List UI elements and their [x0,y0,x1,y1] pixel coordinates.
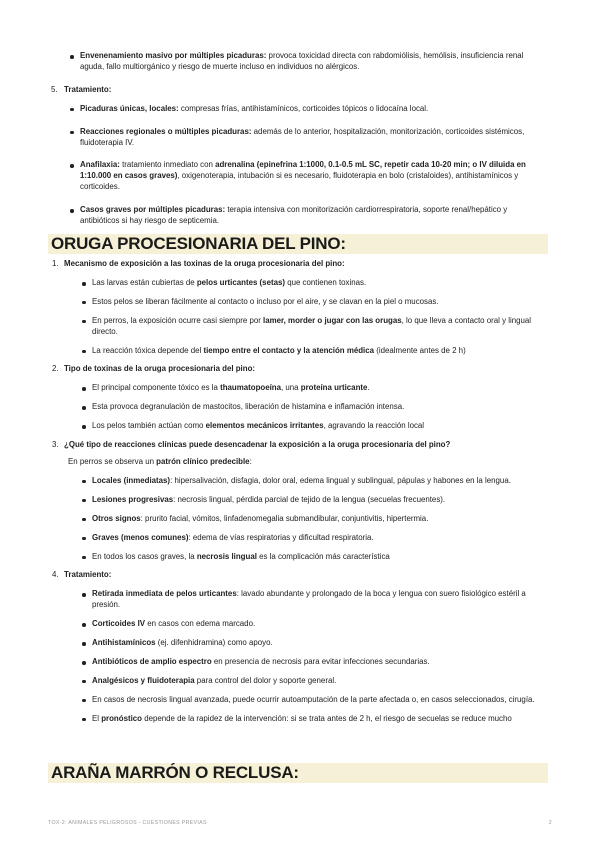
list-item [80,495,548,506]
t: para control del dolor y soporte general. [194,675,337,685]
t: (idealmente antes de 2 h) [374,345,466,355]
t: Estos pelos se liberan fácilmente al contacto o incluso por el aire, y se clavan en la piel o mucosas. [92,296,439,306]
t: : edema de vías respiratorias y dificultad respiratoria. [188,532,374,542]
item-number: 5. [51,84,58,94]
t: En perros se observa un [68,456,157,466]
sub-list [80,278,548,357]
t: Retirada inmediata de pelos urticantes [92,589,237,599]
list-item [80,297,548,308]
sub-list [80,589,548,724]
item-bold: Casos graves por múltiples picaduras: [80,205,226,215]
item-title: Tratamiento: [64,84,112,94]
list-item [80,514,548,525]
t: es la complicación más característica [256,551,390,561]
t: Analgésicos y fluidoterapia [92,675,195,685]
t: : necrosis lingual, pérdida parcial de tejido de la lengua (secuelas frecuentes). [173,494,446,504]
item-text: compresas frías, antihistamínicos, corticoides tópicos o lidocaína local. [178,103,429,113]
item-title: Tratamiento: [64,570,112,580]
numbered-item [52,364,548,432]
item-bold: Anafilaxia: [80,160,120,170]
list-item [80,657,548,668]
list-item [68,160,548,193]
list-item [80,589,548,611]
numbered-heading [51,85,548,96]
item-text: provoca toxicidad directa con rabdomiólisis, hemólisis, insuficiencia renal aguda, fallo multiorgánico y riesgo de muerte incluso en individuos no alérgicos. [80,51,524,71]
t: En casos de necrosis lingual avanzada, puede ocurrir autoamputación de la parte afectada o, en casos seleccionados, cirugía. [92,694,535,704]
item-number: 4. [52,570,59,580]
t: : [249,456,252,466]
continued-section [51,51,548,239]
t: El [92,713,102,723]
t: pelos urticantes (setas) [196,277,285,287]
list-item [80,714,548,725]
t: En todos los casos graves, la [92,551,197,561]
list-item [80,552,548,563]
list-item [68,104,548,115]
numbered-item [52,440,548,562]
t: Esta provoca degranulación de mastocitos, liberación de histamina e inflamación intensa. [92,402,405,412]
t: La reacción tóxica depende del [92,345,204,355]
t: necrosis lingual [196,551,257,561]
item-bold: Envenenamiento masivo por múltiples picaduras: [80,51,267,60]
paragraph [68,457,548,468]
page-number: 2 [548,820,552,826]
t: Las larvas están cubiertas de [92,277,197,287]
list-item [80,402,548,413]
list-item [80,619,548,630]
item-bold: adrenalina (epinefrina 1:1000, 0.1-0.5 mL SC, repetir cada 10-20 min; o IV diluida en 1:10.000 en casos graves) [80,160,526,181]
t: : hipersalivación, disfagia, dolor oral, edema lingual y sublingual, pápulas y habones en la lengua. [170,475,511,485]
item-number: 3. [52,440,59,450]
t: en casos con edema marcado. [145,619,256,629]
sub-list [80,476,548,563]
t: Otros signos [92,513,141,523]
t: depende de la rapidez de la intervención: si se trata antes de 2 h, el riesgo de secuelas se reduce mucho [142,713,512,723]
t: lamer, morder o jugar con las orugas [263,315,402,325]
t: (ej. difenhidramina) como apoyo. [155,638,273,648]
item-bold: Reacciones regionales o múltiples picaduras: [80,126,252,136]
t: : lavado abundante y prolongado de la boca y lengua con suero fisiológico estéril a presión. [92,589,526,610]
page-footer [48,820,552,827]
item-bold: Picaduras únicas, locales: [80,103,179,113]
item-number: 2. [52,364,59,374]
list-item [68,205,548,227]
t: Locales (inmediatas) [92,475,171,485]
sub-list [80,383,548,432]
t: elementos mecánicos irritantes [205,421,324,431]
footer-title: TOX-2: ANIMALES PELIGROSOS - CUESTIONES PREVIAS [48,820,207,826]
t: tiempo entre el contacto y la atención médica [203,345,375,355]
t: thaumatopoeína [220,383,282,393]
list-item [68,51,548,73]
list-item [80,383,548,394]
t: , agravando la reacción local [323,421,425,431]
item-text: terapia intensiva con monitorización cardiorrespiratoria, soporte renal/hepático y antibióticos si hay riesgo de septicemia. [80,205,508,226]
section-heading-oruga: ORUGA PROCESIONARIA DEL PINO: [48,234,548,254]
item-title: ¿Qué tipo de reacciones clínicas puede desencadenar la exposición a la oruga procesionaria del pino? [64,440,451,450]
numbered-item [52,259,548,356]
t: En perros, la exposición ocurre casi siempre por [92,315,264,325]
list-item [80,533,548,544]
t: . [367,383,370,393]
list-item [80,476,548,487]
oruga-section [52,259,548,733]
t: en presencia de necrosis para evitar infecciones secundarias. [211,656,430,666]
t: Lesiones progresivas [92,494,174,504]
t: Antihistamínicos [92,638,156,648]
section-heading-arana: ARAÑA MARRÓN O RECLUSA: [48,763,548,783]
list-item [80,316,548,338]
numbered-item [52,570,548,724]
t: pronóstico [101,713,142,723]
t: patrón clínico predecible [156,456,250,466]
list-item [80,695,548,706]
item-text: además de lo anterior, hospitalización, monitorización, corticoides sistémicos, fluidoterapia IV. [80,126,525,147]
list-item [80,278,548,289]
list-item [80,638,548,649]
list-item [68,127,548,149]
list-item [80,346,548,357]
list-item [80,421,548,432]
t: El principal componente tóxico es la [92,383,221,393]
t: , lo que lleva a contacto oral y lingual directo. [92,315,532,336]
item-title: Mecanismo de exposición a las toxinas de la oruga procesionaria del pino: [64,259,345,268]
item-text: tratamiento inmediato con [119,160,216,170]
t: Corticoides IV [92,619,146,629]
t: Graves (menos comunes) [92,532,189,542]
t: Antibióticos de amplio espectro [92,656,212,666]
item-number: 1. [52,259,59,268]
t: : prurito facial, vómitos, linfadenomegalia submandibular, conjuntivitis, hipertermia. [140,513,429,523]
item-text: , oxigenoterapia, intubación si es necesario, fluidoterapia en bolo (cristaloides), antihistamínicos y corticoides. [80,171,519,192]
list-item [80,676,548,687]
t: Los pelos también actúan como [92,421,206,431]
t: proteína urticante [300,383,368,393]
item-title: Tipo de toxinas de la oruga procesionaria del pino: [64,364,256,374]
t: que contienen toxinas. [285,277,367,287]
t: , una [281,383,301,393]
